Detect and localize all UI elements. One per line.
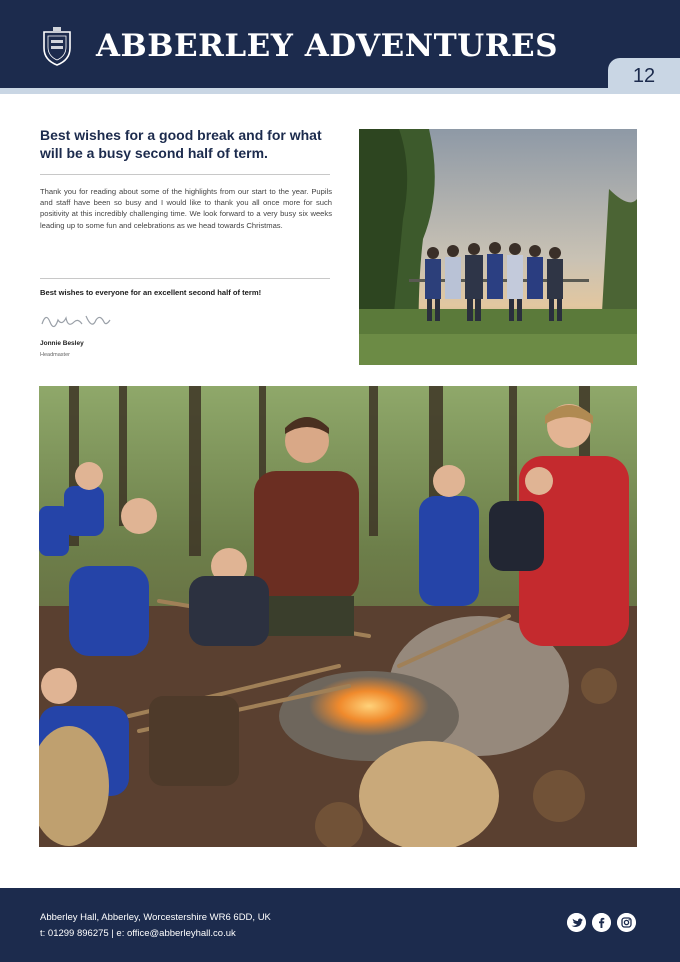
article-headline: Best wishes for a good break and for what will be a busy second half of term. xyxy=(40,127,322,161)
footer-address: Abberley Hall, Abberley, Worcestershire WR6 6DD, UK xyxy=(40,912,271,923)
signature-image xyxy=(40,310,112,332)
header-accent-rule xyxy=(0,88,680,94)
instagram-icon[interactable] xyxy=(617,913,636,932)
signer-name: Jonnie Besley xyxy=(40,340,84,347)
masthead-title: ABBERLEY ADVENTURES xyxy=(96,28,558,64)
divider xyxy=(40,278,330,279)
article-body: Thank you for reading about some of the highlights from our start to the year. Pupils and staff have been so busy and I would like to thank you all once more for such positivity at this incredibly challenging time. We look forward to a very busy six weeks leading up to some fun and celebrations as we head towards Christmas. xyxy=(40,187,332,230)
campfire-photo xyxy=(39,386,637,847)
twitter-icon[interactable] xyxy=(567,913,586,932)
page-number: 12 xyxy=(608,58,680,94)
pupils-group-photo xyxy=(359,129,637,365)
divider xyxy=(40,174,330,175)
footer-contact[interactable]: t: 01299 896275 | e: office@abberleyhall.co.uk xyxy=(40,928,236,939)
signer-role: Headmaster xyxy=(40,352,70,358)
closing-line: Best wishes to everyone for an excellent second half of term! xyxy=(40,288,262,297)
school-crest-icon xyxy=(40,26,74,66)
facebook-icon[interactable] xyxy=(592,913,611,932)
